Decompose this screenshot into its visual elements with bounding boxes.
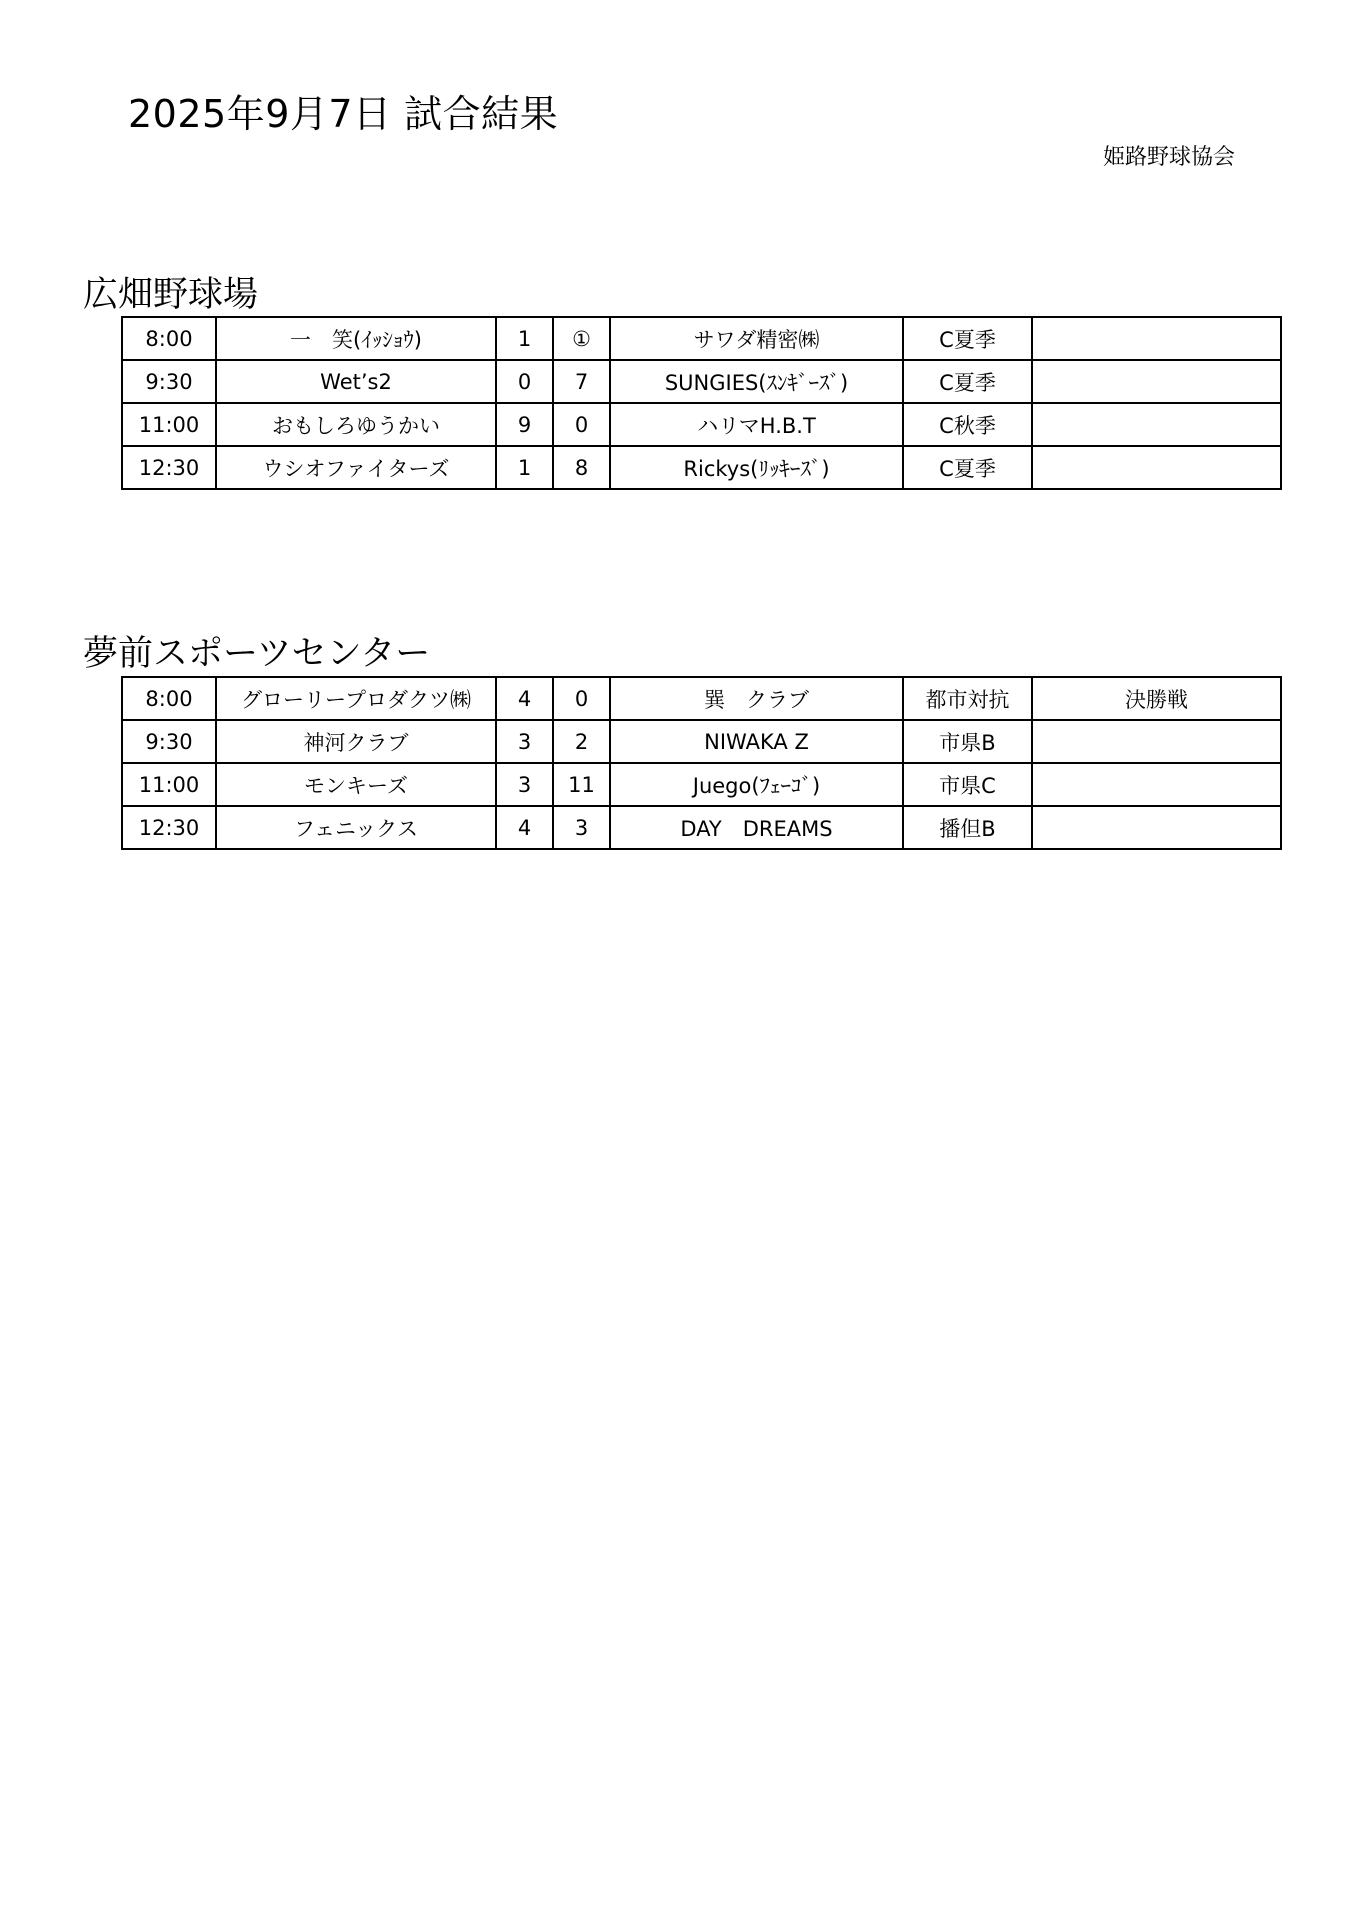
home-score: 1 (496, 446, 553, 489)
table-row (122, 806, 1281, 849)
table-row (122, 677, 1281, 720)
game-time: 12:30 (122, 806, 216, 849)
organization-name: 姫路野球協会 (1102, 145, 1235, 170)
division: 都市対抗 (903, 677, 1032, 720)
table-row (122, 403, 1281, 446)
table-row (122, 317, 1281, 360)
away-team: 巽 クラブ (610, 677, 903, 720)
game-time: 9:30 (122, 720, 216, 763)
game-time: 9:30 (122, 360, 216, 403)
away-score: 0 (553, 677, 610, 720)
division: C夏季 (903, 446, 1032, 489)
home-score: 3 (496, 763, 553, 806)
results-table (121, 676, 1282, 850)
results-table (121, 316, 1282, 490)
home-team: モンキーズ (216, 763, 496, 806)
table-row (122, 446, 1281, 489)
home-score: 4 (496, 806, 553, 849)
away-score: 3 (553, 806, 610, 849)
page-title: 2025年9月7日 試合結果 (128, 92, 559, 136)
home-score: 0 (496, 360, 553, 403)
game-time: 8:00 (122, 317, 216, 360)
home-team: Wet’s2 (216, 360, 496, 403)
game-time: 11:00 (122, 763, 216, 806)
note (1032, 403, 1281, 446)
away-team: SUNGIES(ｽﾝｷﾞｰｽﾞ) (610, 360, 903, 403)
note (1032, 806, 1281, 849)
home-team: グローリープロダクツ㈱ (216, 677, 496, 720)
table-row (122, 720, 1281, 763)
away-team: NIWAKA Z (610, 720, 903, 763)
home-team: ウシオファイターズ (216, 446, 496, 489)
division: C夏季 (903, 360, 1032, 403)
away-team: ハリマH.B.T (610, 403, 903, 446)
note (1032, 720, 1281, 763)
table-row (122, 763, 1281, 806)
note (1032, 446, 1281, 489)
division: 市県B (903, 720, 1032, 763)
away-team: Rickys(ﾘｯｷｰｽﾞ) (610, 446, 903, 489)
note (1032, 317, 1281, 360)
note (1032, 360, 1281, 403)
game-time: 11:00 (122, 403, 216, 446)
home-score: 9 (496, 403, 553, 446)
venue-title: 夢前スポーツセンター (83, 634, 431, 674)
away-score: 7 (553, 360, 610, 403)
home-score: 1 (496, 317, 553, 360)
home-score: 4 (496, 677, 553, 720)
division: C秋季 (903, 403, 1032, 446)
home-team: フェニックス (216, 806, 496, 849)
away-team: サワダ精密㈱ (610, 317, 903, 360)
away-team: DAY DREAMS (610, 806, 903, 849)
game-time: 8:00 (122, 677, 216, 720)
home-score: 3 (496, 720, 553, 763)
division: 播但B (903, 806, 1032, 849)
away-team: Juego(ﾌｪｰｺﾞ) (610, 763, 903, 806)
away-score: 0 (553, 403, 610, 446)
away-score: 8 (553, 446, 610, 489)
division: 市県C (903, 763, 1032, 806)
venue-title: 広畑野球場 (83, 275, 259, 315)
division: C夏季 (903, 317, 1032, 360)
game-time: 12:30 (122, 446, 216, 489)
away-score: ① (553, 317, 610, 360)
table-row (122, 360, 1281, 403)
note (1032, 763, 1281, 806)
home-team: おもしろゆうかい (216, 403, 496, 446)
away-score: 11 (553, 763, 610, 806)
home-team: 一 笑(ｲｯｼｮｳ) (216, 317, 496, 360)
home-team: 神河クラブ (216, 720, 496, 763)
note: 決勝戦 (1032, 677, 1281, 720)
away-score: 2 (553, 720, 610, 763)
